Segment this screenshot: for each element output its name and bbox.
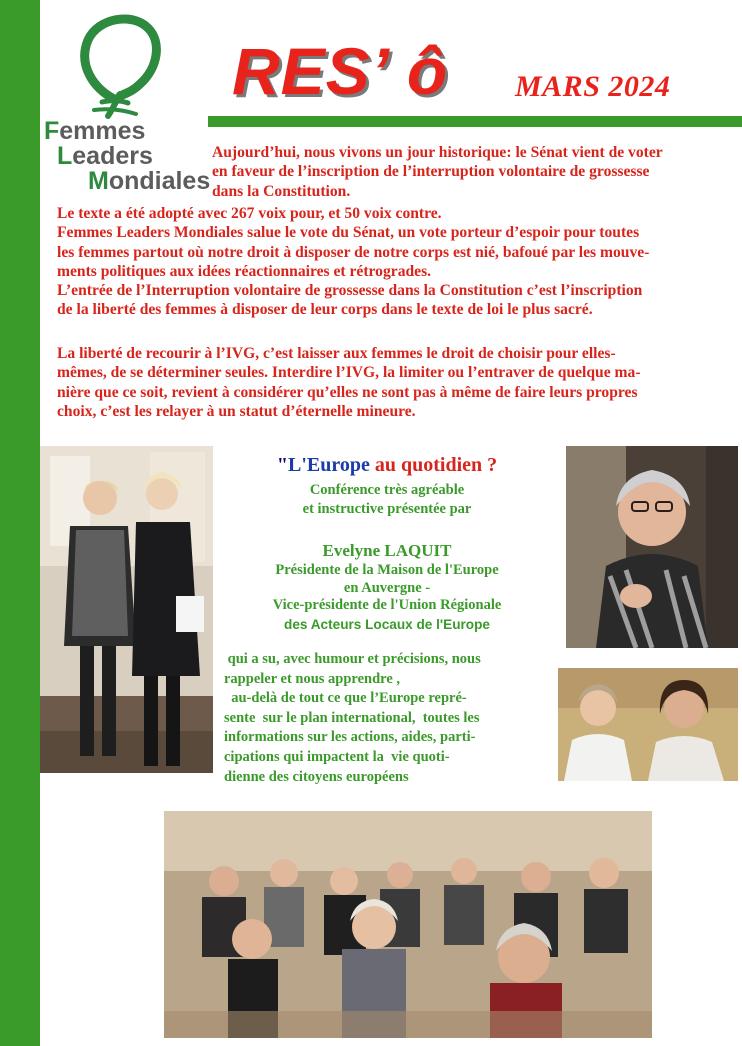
body-line: choix, c’est les relayer à un statut d’éternelle mineure.: [57, 402, 416, 420]
woman-figure-icon: [72, 10, 172, 122]
body-line: informations sur les actions, aides, parti-: [224, 729, 476, 746]
photo-conference-audience: [164, 811, 652, 1038]
left-green-bar: [0, 0, 40, 1046]
logo-word-femmes: Femmes: [44, 117, 146, 145]
header-rule-highlight: [208, 114, 742, 116]
body-line: sente sur le plan international, toutes les: [224, 709, 480, 726]
speaker-name: Evelyne LAQUIT: [322, 541, 452, 560]
body-line: au-delà de tout ce que l’Europe repré-: [224, 690, 467, 707]
speaker-role: Présidente de la Maison de l'Europe en Auvergne - Vice-présidente de l'Union Régionale: [272, 562, 502, 613]
logo-word-leaders: Leaders: [57, 142, 153, 170]
body-line: La liberté de recourir à l’IVG, c’est laisser aux femmes le droit de choisir pour elles-: [57, 345, 616, 362]
body-line: Femmes Leaders Mondiales salue le vote du Sénat, un vote porteur d’espoir pour toutes: [57, 224, 640, 242]
body-line: de la liberté des femmes à disposer de leur corps dans le texte de loi le plus sacré.: [57, 301, 593, 319]
body-line: nière que ce soit, revient à considérer qu’elles ne sont pas à même de faire leurs propres: [57, 383, 638, 401]
body-line: ments politiques aux idées réactionnaires et rétrogrades.: [57, 262, 432, 280]
conference-subtitle: Conférence très agréable et instructive présentée par: [302, 482, 472, 517]
intro-line: Aujourd’hui, nous vivons un jour historique: le Sénat vient de voter: [212, 144, 663, 161]
speaker-organisation: des Acteurs Locaux de l'Europe: [284, 616, 490, 632]
body-line: dienne des citoyens européens: [224, 768, 409, 785]
liberte-ivg-paragraph: [57, 344, 737, 421]
photo-speakers-standing: [40, 446, 213, 773]
newsletter-title: RES’ ô: [232, 34, 449, 108]
body-line: Le texte a été adopté avec 267 voix pour, et 50 voix contre.: [57, 205, 442, 222]
body-line: cipations qui impactent la vie quoti-: [224, 748, 450, 765]
conference-block: [214, 452, 560, 635]
body-line: rappeler et nous apprendre ,: [224, 670, 401, 687]
body-line: les femmes partout où notre droit à disposer de notre corps est nié, bafoué par les mouve-: [57, 243, 650, 261]
intro-line: dans la Constitution.: [212, 182, 351, 200]
intro-paragraph: [212, 143, 732, 201]
issue-date: MARS 2024: [515, 70, 671, 103]
body-line: L’entrée de l’Interruption volontaire de grossesse dans la Constitution c’est l’inscription: [57, 282, 643, 300]
logo-word-mondiales: Mondiales: [88, 167, 211, 195]
photo-two-attendees: [558, 668, 738, 781]
intro-line: en faveur de l’inscription de l’interruption volontaire de grossesse: [212, 163, 650, 181]
photo-evelyne-laquit: [566, 446, 738, 648]
body-line: qui a su, avec humour et précisions, nous: [224, 651, 481, 667]
femmes-leaders-mondiales-logo: [44, 10, 211, 196]
conference-title: "L'Europe au quotidien ?: [276, 454, 498, 476]
conference-description: [224, 650, 554, 787]
body-line: mêmes, de se déterminer seules. Interdire l’IVG, la limiter ou l’entraver de quelque ma-: [57, 364, 641, 382]
ivg-vote-paragraph: [57, 204, 737, 320]
